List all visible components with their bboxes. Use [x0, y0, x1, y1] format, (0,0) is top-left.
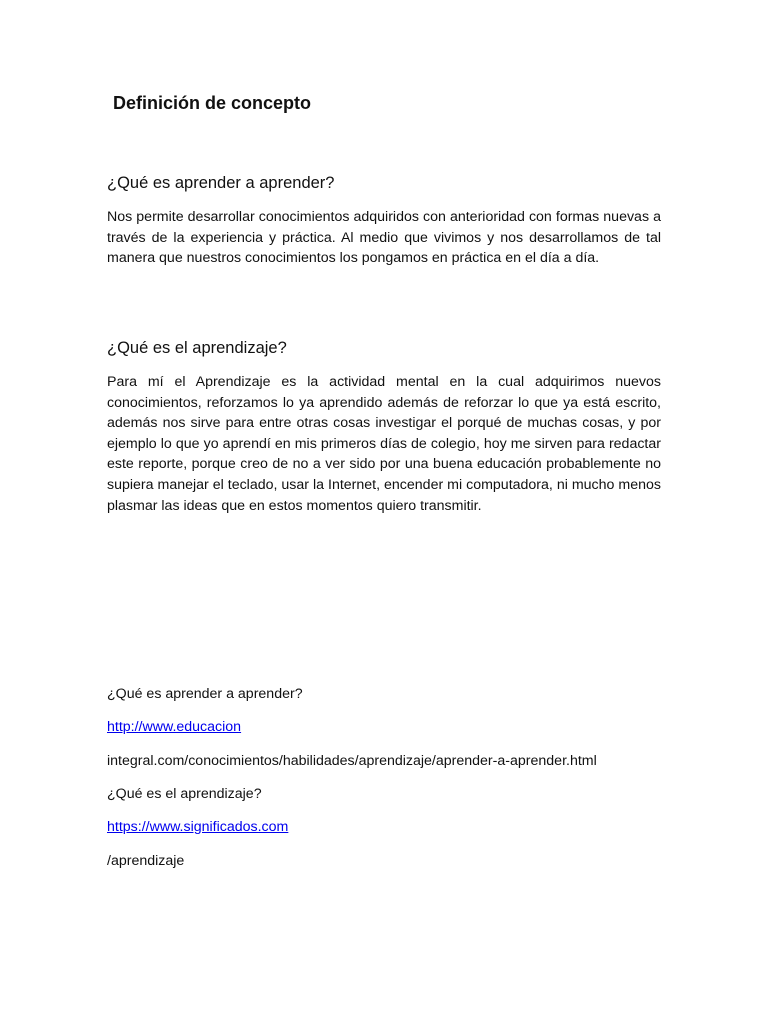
document-title: Definición de concepto	[113, 93, 312, 113]
section-paragraph-aprendizaje: Para mí el Aprendizaje es la actividad mental en la cual adquirimos nuevos conocimientos, reforzamos lo ya aprendido además de reforzar lo que ya está escrito, además nos sirve para entre otras cosas investigar el porqué de muchas cosas, y por ejemplo lo que yo aprendí en mis primeros días de colegio, hoy me sirven para redactar este reporte, porque creo de no a ver sido por una buena educación probablemente no supiera manejar el teclado, usar la Internet, encender mi computadora, ni mucho menos plasmar las ideas que en estos momentos quiero transmitir.	[107, 374, 661, 514]
reference-url-continuation: integral.com/conocimientos/habilidades/aprendizaje/aprender-a-aprender.html	[107, 753, 597, 769]
reference-link-educacion[interactable]: http://www.educacion	[107, 719, 242, 735]
reference-label-aprendizaje: ¿Qué es el aprendizaje?	[107, 786, 262, 802]
section-paragraph-aprender-a-aprender: Nos permite desarrollar conocimientos adquiridos con anterioridad con formas nuevas a través de la experiencia y práctica. Al medio que vivimos y nos desarrollamos de tal manera que nuestros conocimientos los pongamos en práctica en el día a día.	[107, 209, 661, 267]
reference-label-aprender-a-aprender: ¿Qué es aprender a aprender?	[107, 686, 303, 702]
reference-line	[107, 717, 241, 737]
reference-url-path: /aprendizaje	[107, 853, 185, 869]
reference-line	[107, 817, 288, 837]
section-heading-aprender-a-aprender: ¿Qué es aprender a aprender?	[107, 174, 335, 192]
reference-link-significados[interactable]: https://www.significados.com	[107, 819, 289, 835]
section-heading-aprendizaje: ¿Qué es el aprendizaje?	[107, 339, 287, 357]
